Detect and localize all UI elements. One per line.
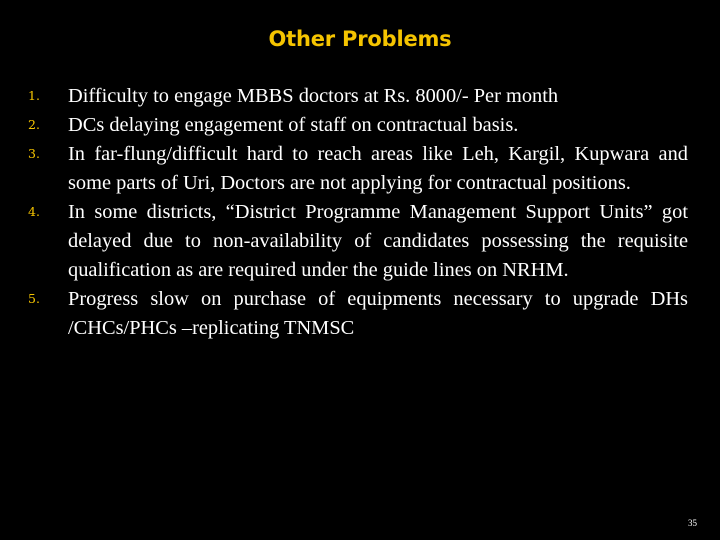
list-item <box>0 140 720 198</box>
list-item <box>0 82 720 111</box>
problems-list <box>0 82 720 343</box>
list-item-text: Difficulty to engage MBBS doctors at Rs. 8000/- Per month <box>68 85 559 107</box>
list-item-number: 4. <box>28 204 40 219</box>
list-item-number: 2. <box>28 117 40 132</box>
list-item-text: In far-flung/difficult hard to reach areas like Leh, Kargil, Kupwara and some parts of Uri, Doctors are not applying for contractual positions. <box>68 143 688 194</box>
slide-title: Other Problems <box>268 27 452 51</box>
list-item <box>0 111 720 140</box>
list-item-number: 5. <box>28 291 40 306</box>
list-item <box>0 198 720 285</box>
page-number: 35 <box>688 518 697 528</box>
list-item-text: In some districts, “District Programme Management Support Units” got delayed due to non-availability of candidates possessing the requisite qualification as are required under the guide lines on NRHM. <box>68 201 688 281</box>
list-item-text: DCs delaying engagement of staff on contractual basis. <box>68 114 519 136</box>
list-item-text: Progress slow on purchase of equipments necessary to upgrade DHs /CHCs/PHCs –replicating TNMSC <box>68 288 688 339</box>
list-item-number: 3. <box>28 146 40 161</box>
list-item-number: 1. <box>28 88 40 103</box>
list-item <box>0 285 720 343</box>
